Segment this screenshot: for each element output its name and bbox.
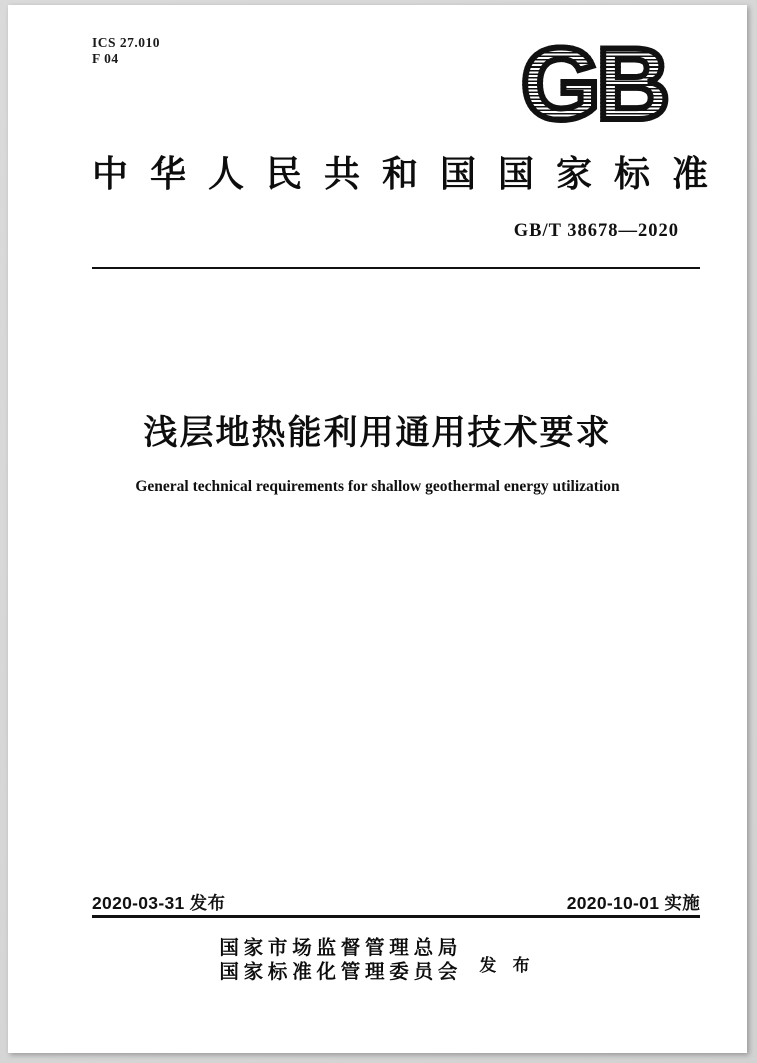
issue-date: 2020-03-31 发布 — [92, 893, 226, 913]
document-title-en: General technical requirements for shallow geothermal energy utilization — [135, 478, 620, 495]
publisher-block — [8, 937, 747, 985]
document-title-zh: 浅层地热能利用通用技术要求 — [143, 414, 612, 452]
ics-code-block — [92, 35, 160, 67]
classification-code: F 04 — [92, 51, 119, 66]
header-divider — [92, 267, 700, 269]
publisher-line-1: 国家市场监督管理总局 — [219, 938, 462, 959]
publish-label: 发 布 — [479, 955, 536, 975]
national-standard-title: 中华人民共和国国家标准 — [92, 154, 731, 194]
gb-logo: GB — [506, 41, 666, 127]
document-page — [8, 5, 747, 1053]
footer-divider — [92, 915, 700, 918]
publisher-line-2: 国家标准化管理委员会 — [219, 962, 462, 983]
publisher-names — [219, 937, 461, 985]
standard-number: GB/T 38678—2020 — [513, 221, 679, 241]
date-row — [92, 890, 700, 915]
implementation-date: 2020-10-01 实施 — [566, 893, 700, 913]
ics-code: ICS 27.010 — [92, 35, 161, 50]
